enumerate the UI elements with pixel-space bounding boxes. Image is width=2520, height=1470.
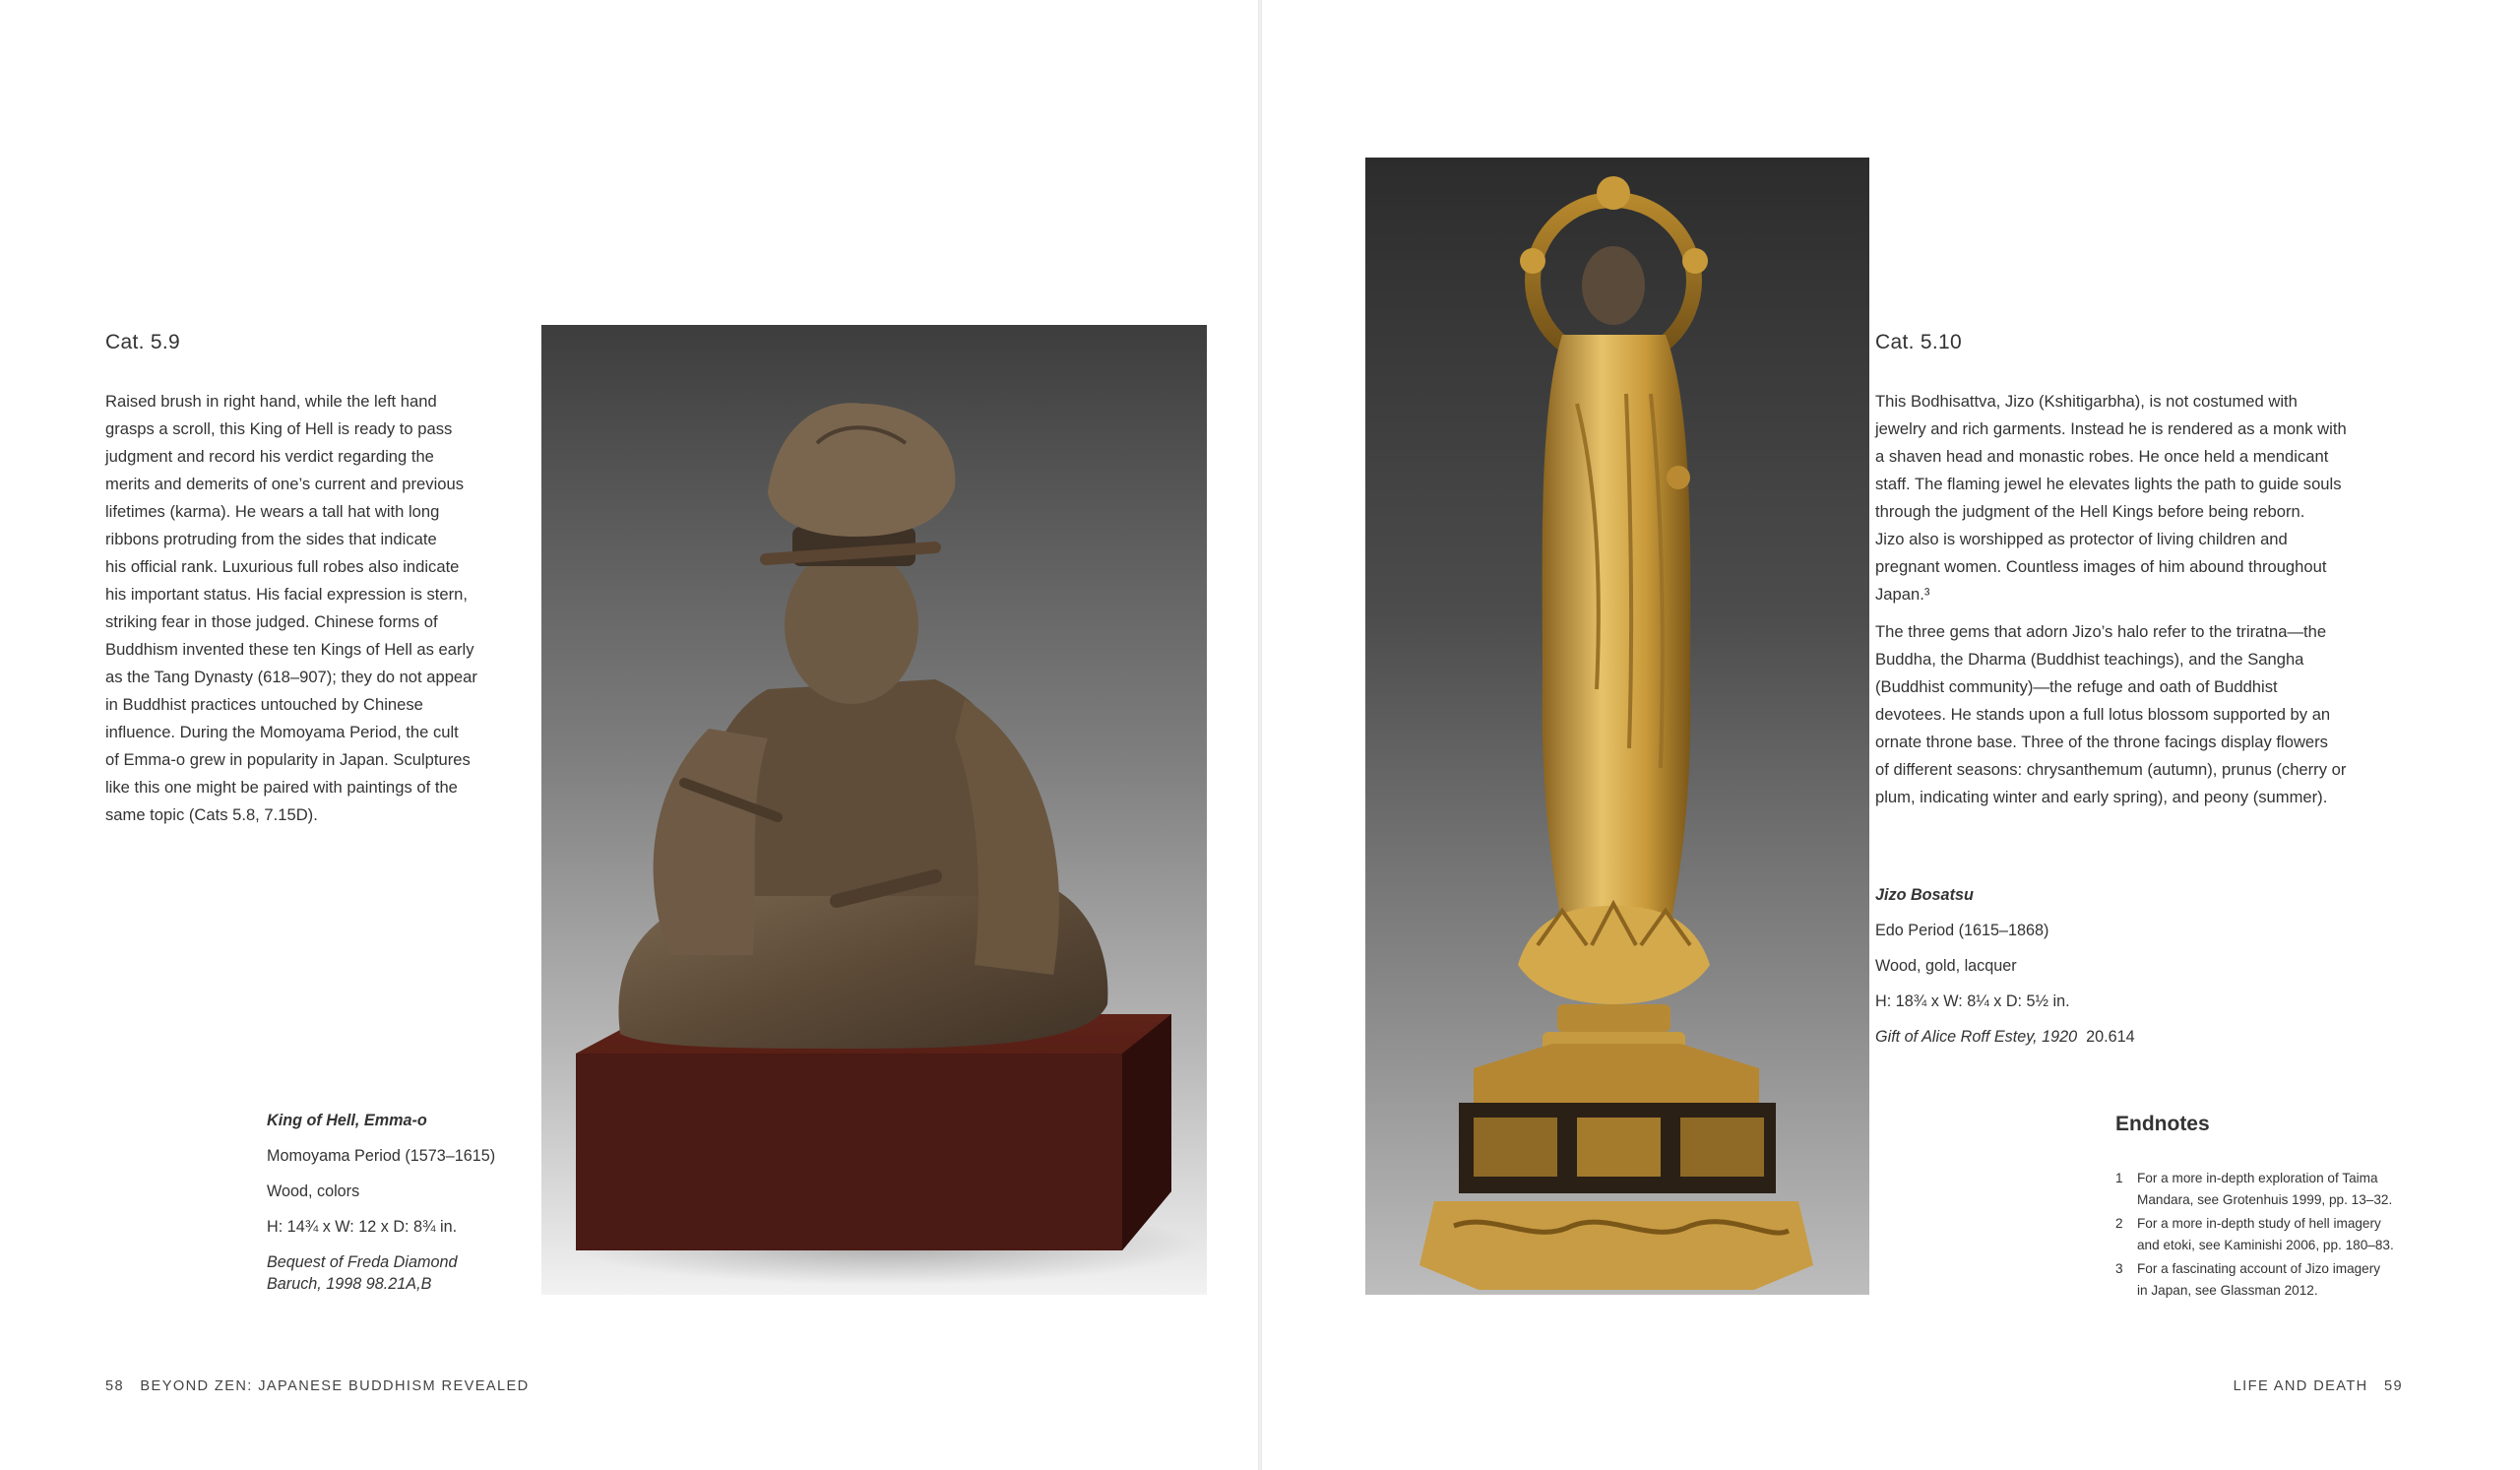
artwork-dimensions: H: 14¾ x W: 12 x D: 8¾ in.: [267, 1218, 458, 1236]
text-line: of Emma-o grew in popularity in Japan. Sculptures: [105, 750, 471, 769]
text-line: (Buddhist community)—the refuge and oath of Buddhist: [1875, 677, 2278, 696]
running-head: BEYOND ZEN: JAPANESE BUDDHISM REVEALED: [140, 1378, 530, 1394]
artwork-credit: [267, 1251, 533, 1295]
text-line: his important status. His facial expression is stern,: [105, 585, 468, 604]
text-line: pregnant women. Countless images of him abound throughout: [1875, 557, 2327, 576]
text-line: of different seasons: chrysanthemum (autumn), prunus (cherry or: [1875, 760, 2347, 779]
text-line: Raised brush in right hand, while the left hand: [105, 392, 437, 411]
text-line: like this one might be paired with paintings of the: [105, 778, 458, 797]
text-line: merits and demerits of one’s current and previous: [105, 475, 465, 493]
artwork-caption: [267, 1110, 533, 1295]
endnote-number: 2: [2115, 1216, 2123, 1231]
artwork-period: Momoyama Period (1573–1615): [267, 1147, 496, 1165]
jizo-bosatsu-photo: [1365, 158, 1869, 1295]
page-number: 59: [2383, 1378, 2403, 1394]
standing-figure-sculpture-image: [1365, 158, 1869, 1295]
endnote-line: Mandara, see Grotenhuis 1999, pp. 13–32.: [2137, 1192, 2393, 1207]
endnote-number: 3: [2115, 1261, 2123, 1276]
artwork-materials: Wood, colors: [267, 1182, 360, 1200]
text-line: devotees. He stands upon a full lotus blossom supported by an: [1875, 705, 2331, 724]
king-of-hell-photo: [541, 325, 1207, 1295]
endnote-item: [2115, 1213, 2440, 1256]
text-line: same topic (Cats 5.8, 7.15D).: [105, 805, 318, 824]
artwork-materials: Wood, gold, lacquer: [1875, 957, 2017, 975]
description-paragraph: [1875, 618, 2426, 811]
folio: [105, 1378, 530, 1394]
artwork-title: Jizo Bosatsu: [1875, 886, 1974, 904]
text-line: Buddhism invented these ten Kings of Hell as early: [105, 640, 474, 659]
text-line: his official rank. Luxurious full robes also indicate: [105, 557, 460, 576]
text-line: ribbons protruding from the sides that indicate: [105, 530, 437, 548]
endnote-line: For a more in-depth study of hell imagery: [2137, 1216, 2381, 1231]
text-line: Buddha, the Dharma (Buddhist teachings), and the Sangha: [1875, 650, 2304, 669]
folio: [2206, 1378, 2403, 1394]
text-line: judgment and record his verdict regarding the: [105, 447, 434, 466]
endnote-line: in Japan, see Glassman 2012.: [2137, 1283, 2318, 1298]
text-line: a shaven head and monastic robes. He once held a mendicant: [1875, 447, 2329, 466]
credit-line: Baruch, 1998 98.21A,B: [267, 1275, 432, 1293]
text-line: as the Tang Dynasty (618–907); they do not appear: [105, 668, 477, 686]
catalog-number: Cat. 5.9: [105, 331, 180, 353]
endnote-number: 1: [2115, 1171, 2123, 1185]
description-paragraph: [105, 388, 519, 829]
text-line: lifetimes (karma). He wears a tall hat with long: [105, 502, 440, 521]
running-head: LIFE AND DEATH: [2233, 1378, 2368, 1394]
artwork-title: King of Hell, Emma-o: [267, 1112, 427, 1129]
endnote-line: and etoki, see Kaminishi 2006, pp. 180–83.: [2137, 1238, 2394, 1252]
description-text: [1875, 388, 2426, 821]
text-line: striking fear in those judged. Chinese forms of: [105, 612, 438, 631]
seated-figure-sculpture-image: [541, 325, 1207, 1295]
artwork-caption: [1875, 884, 2230, 1048]
endnote-line: For a fascinating account of Jizo imagery: [2137, 1261, 2381, 1276]
text-line: influence. During the Momoyama Period, the cult: [105, 723, 459, 741]
text-line: ornate throne base. Three of the throne facings display flowers: [1875, 733, 2328, 751]
text-line: The three gems that adorn Jizo’s halo refer to the triratna—the: [1875, 622, 2327, 641]
text-line: grasps a scroll, this King of Hell is ready to pass: [105, 419, 453, 438]
endnotes-list: [2115, 1168, 2440, 1304]
text-line: plum, indicating winter and early spring), and peony (summer).: [1875, 788, 2328, 806]
artwork-credit: [1875, 1026, 2230, 1048]
catalog-number: Cat. 5.10: [1875, 331, 1962, 353]
left-page: [0, 0, 1258, 1470]
text-line: staff. The flaming jewel he elevates lights the path to guide souls: [1875, 475, 2342, 493]
accession-number: 20.614: [2086, 1028, 2135, 1046]
text-line: Jizo also is worshipped as protector of living children and: [1875, 530, 2288, 548]
artwork-period: Edo Period (1615–1868): [1875, 922, 2049, 939]
artwork-dimensions: H: 18¾ x W: 8¼ x D: 5½ in.: [1875, 992, 2070, 1010]
text-line: This Bodhisattva, Jizo (Kshitigarbha), is not costumed with: [1875, 392, 2298, 411]
text-line: Japan.³: [1875, 585, 1930, 604]
endnote-line: For a more in-depth exploration of Taima: [2137, 1171, 2378, 1185]
text-line: in Buddhist practices untouched by Chinese: [105, 695, 423, 714]
endnote-item: [2115, 1258, 2440, 1302]
endnote-item: [2115, 1168, 2440, 1211]
text-line: through the judgment of the Hell Kings before being reborn.: [1875, 502, 2305, 521]
credit-line: Bequest of Freda Diamond: [267, 1253, 458, 1271]
credit-line: Gift of Alice Roff Estey, 1920: [1875, 1028, 2078, 1046]
right-page: [1262, 0, 2520, 1470]
endnotes-heading: Endnotes: [2115, 1113, 2210, 1135]
text-line: jewelry and rich garments. Instead he is rendered as a monk with: [1875, 419, 2347, 438]
description-paragraph: [1875, 388, 2426, 608]
page-number: 58: [105, 1378, 125, 1394]
